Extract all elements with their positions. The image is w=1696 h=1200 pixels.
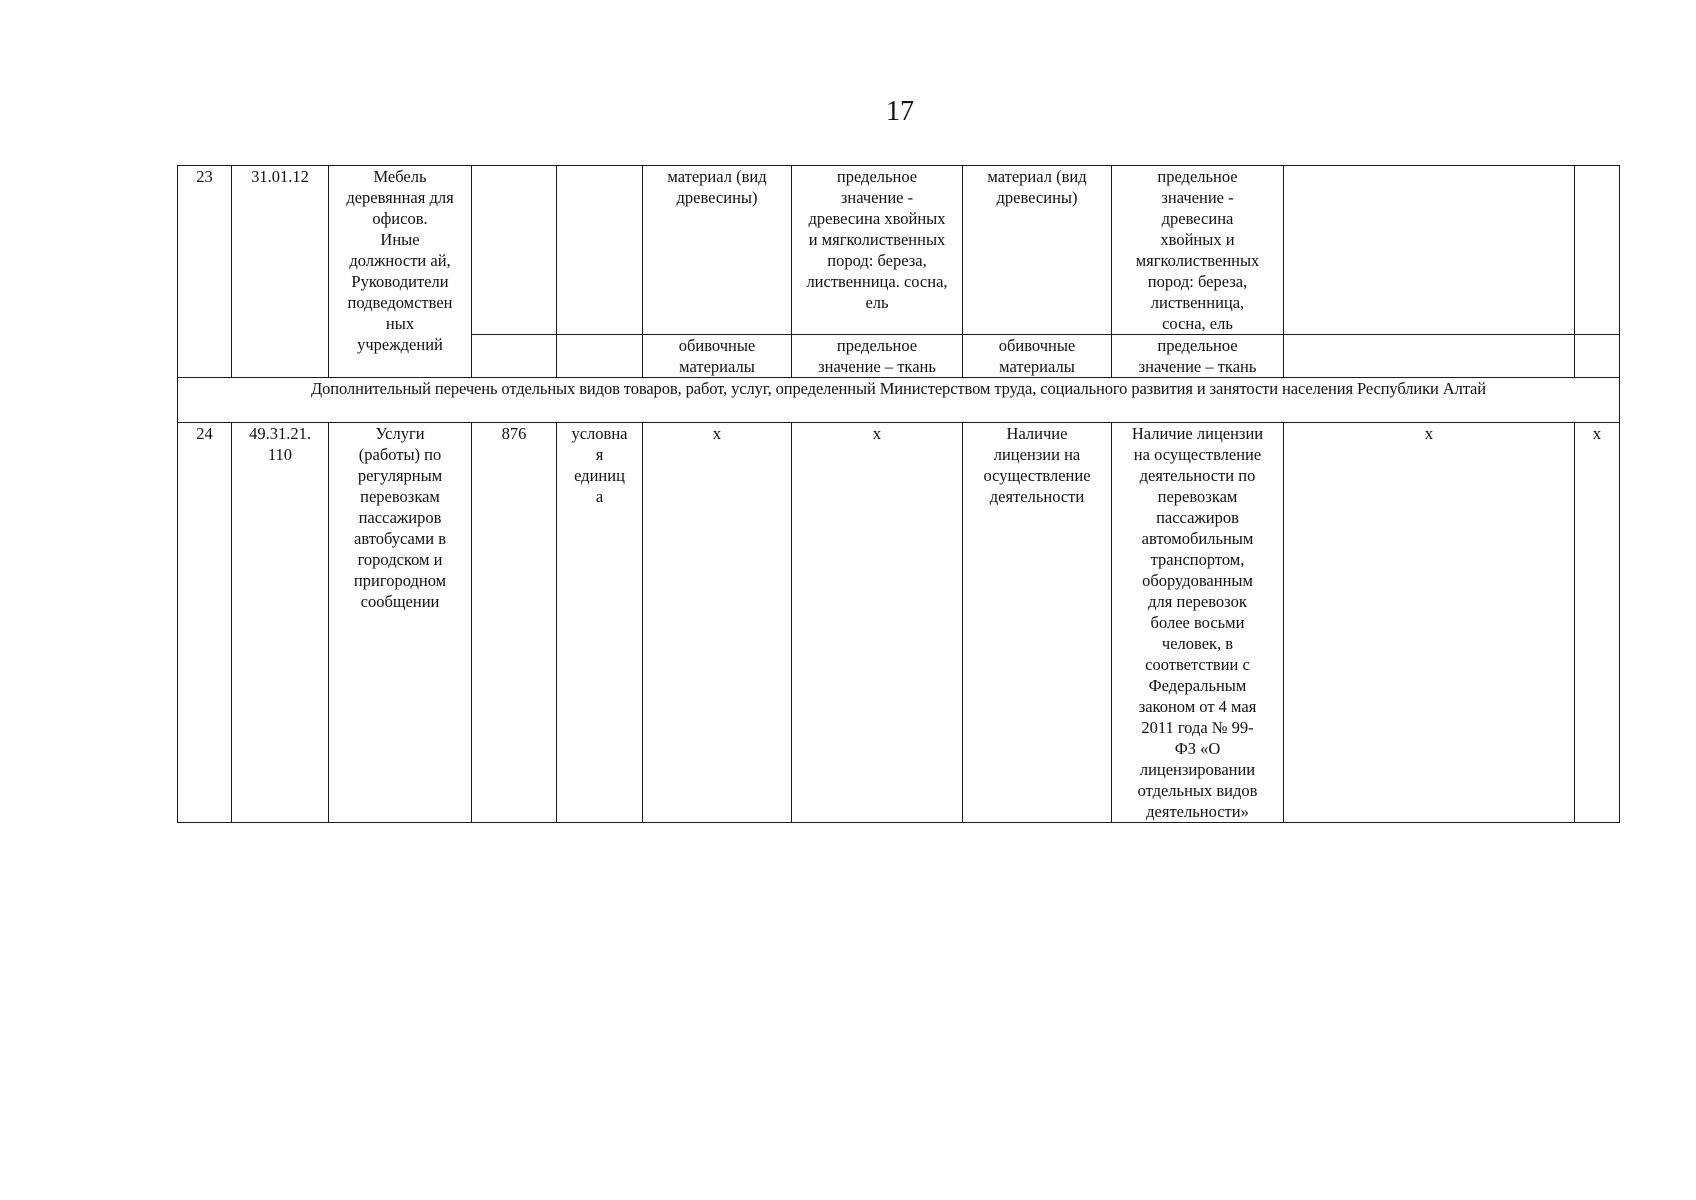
row-number-cell: 24 <box>178 423 232 823</box>
characteristic-name-cell: материал (вид древесины) <box>963 166 1112 335</box>
function-cell: x <box>1575 423 1620 823</box>
okei-code-cell <box>472 335 557 378</box>
characteristic-value-cell: предельное значение – ткань <box>1112 335 1284 378</box>
characteristic-name-cell: обивочные материалы <box>643 335 792 378</box>
table-row-23 <box>178 166 1620 335</box>
page-number: 17 <box>886 96 914 127</box>
table-row-24 <box>178 423 1620 823</box>
section-title: Дополнительный перечень отдельных видов товаров, работ, услуг, определенный Министерством труда, социального развития и занятости населения Республики Алтай <box>310 379 1486 398</box>
function-cell <box>1575 166 1620 335</box>
characteristic-value-cell: предельное значение - древесина хвойных и мягколиственных пород: береза, лиственница. сосна, ель <box>792 166 963 335</box>
goods-table <box>177 165 1620 823</box>
item-name-cell: Мебель деревянная для офисов. Иные должности ай, Руководители подведомствен ных учреждений <box>329 166 472 378</box>
unit-name-cell <box>557 166 643 335</box>
characteristic-value-cell: x <box>792 423 963 823</box>
function-cell <box>1575 335 1620 378</box>
row-number-cell: 23 <box>178 166 232 378</box>
unit-name-cell <box>557 335 643 378</box>
unit-name-cell: условна я единиц а <box>557 423 643 823</box>
characteristic-name-cell: x <box>643 423 792 823</box>
item-name-cell: Услуги (работы) по регулярным перевозкам пассажиров автобусами в городском и пригородном сообщении <box>329 423 472 823</box>
characteristic-name-cell: Наличие лицензии на осуществление деятельности <box>963 423 1112 823</box>
okpd2-code-cell: 31.01.12 <box>232 166 329 378</box>
characteristic-value-cell: предельное значение - древесина хвойных и мягколиственных пород: береза, лиственница, сосна, ель <box>1112 166 1284 335</box>
characteristic-value-cell: Наличие лицензии на осуществление деятельности по перевозкам пассажиров автомобильным транспортом, оборудованным для перевозок более восьми человек, в соответствии с Федеральным законом от 4 мая 2011 года № 99- ФЗ «О лицензировании отдельных видов деятельности» <box>1112 423 1284 823</box>
okei-code-cell <box>472 166 557 335</box>
okpd2-code-cell: 49.31.21. 110 <box>232 423 329 823</box>
characteristic-name-cell: материал (вид древесины) <box>643 166 792 335</box>
justification-cell <box>1284 335 1575 378</box>
section-header-row <box>178 378 1620 423</box>
justification-cell <box>1284 166 1575 335</box>
characteristic-name-cell: обивочные материалы <box>963 335 1112 378</box>
justification-cell: x <box>1284 423 1575 823</box>
characteristic-value-cell: предельное значение – ткань <box>792 335 963 378</box>
section-title-cell <box>178 378 1620 423</box>
okei-code-cell: 876 <box>472 423 557 823</box>
